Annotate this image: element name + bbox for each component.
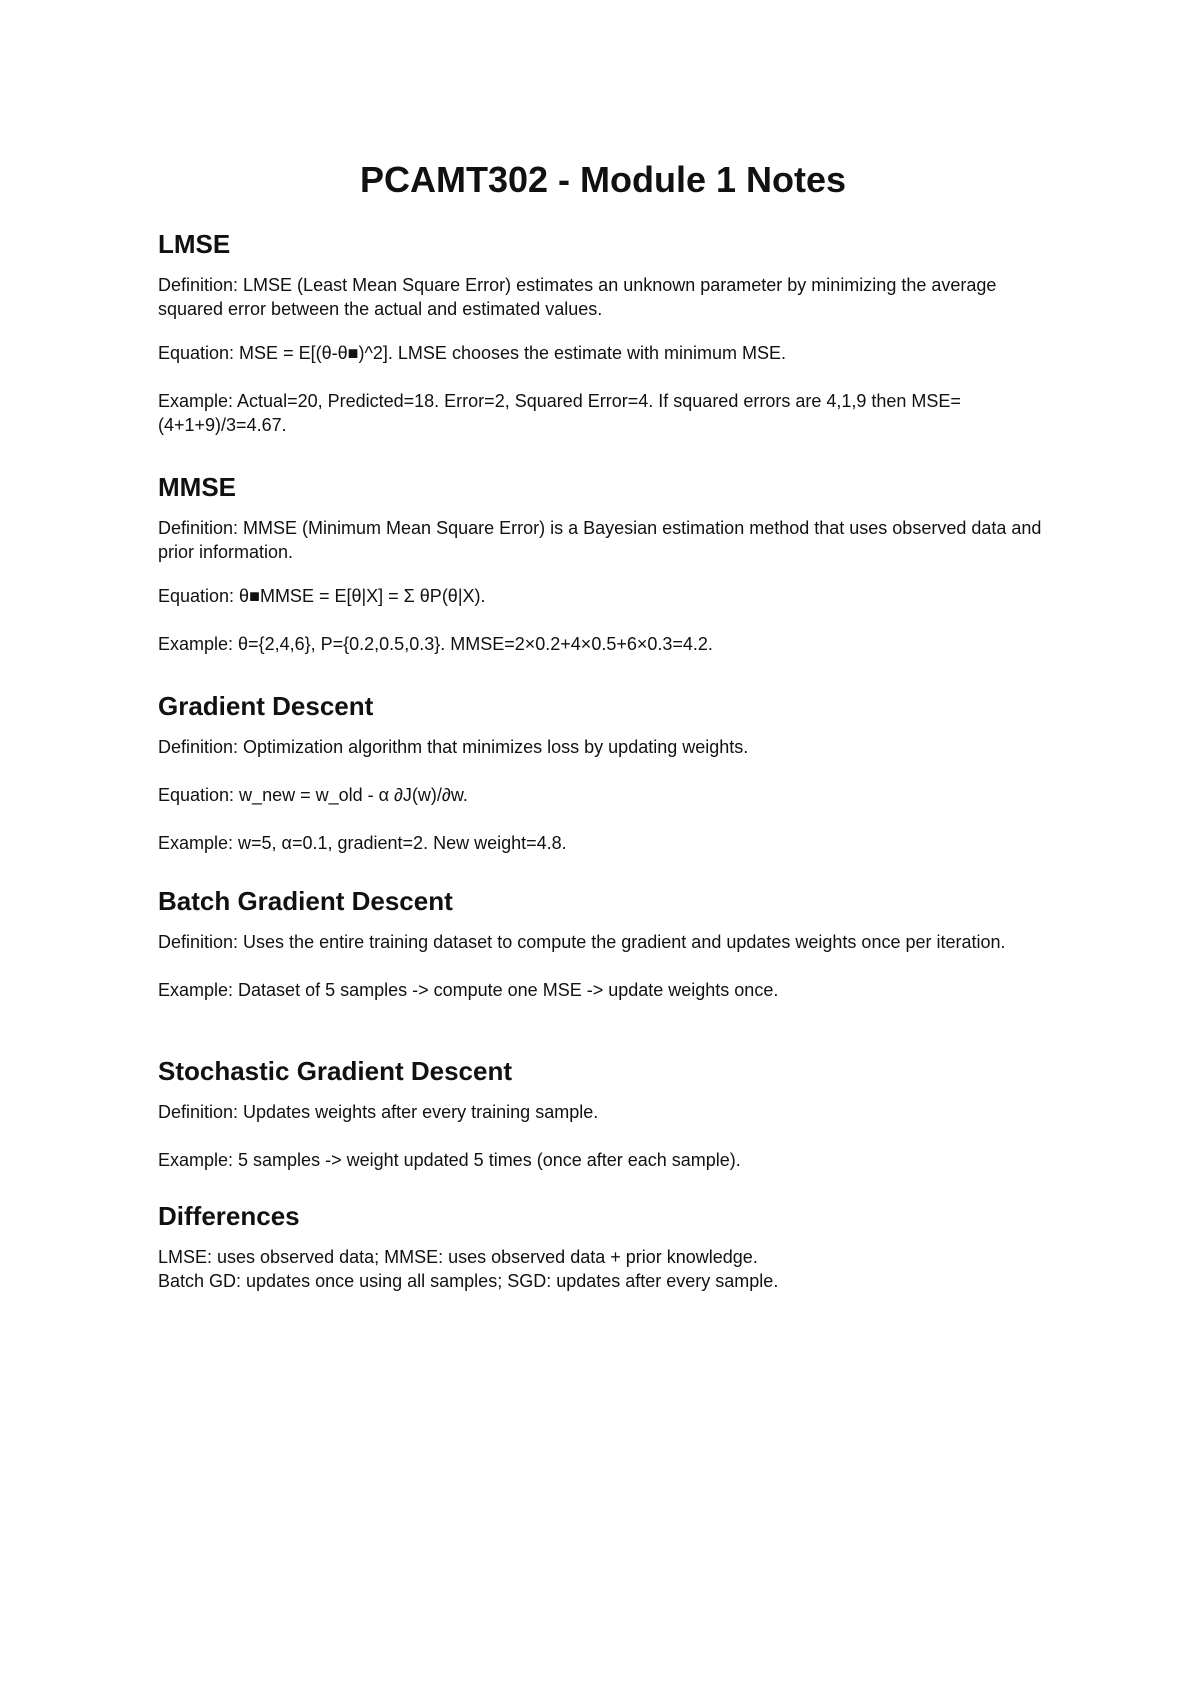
example-text: Example: Actual=20, Predicted=18. Error=2, Squared Error=4. If squared errors are 4,1,9 then MSE=(4+1+9)/3=4.67. [158,391,961,435]
equation-text: Equation: w_new = w_old - α ∂J(w)/∂w. [158,785,468,805]
section-stochastic-gradient-descent [158,1055,1048,1172]
section-batch-gradient-descent [158,885,1048,1002]
difference-line: LMSE: uses observed data; MMSE: uses observed data + prior knowledge. [158,1247,758,1267]
example-text: Example: 5 samples -> weight updated 5 times (once after each sample). [158,1150,741,1170]
definition-text: Definition: Uses the entire training dataset to compute the gradient and updates weights once per iteration. [158,932,1006,952]
section-differences [158,1200,1048,1293]
section-heading: Gradient Descent [158,691,374,721]
definition-text: Definition: Optimization algorithm that minimizes loss by updating weights. [158,737,749,757]
definition-text: Definition: MMSE (Minimum Mean Square Error) is a Bayesian estimation method that uses observed data and prior information. [158,518,1042,562]
difference-line: Batch GD: updates once using all samples; SGD: updates after every sample. [158,1271,779,1291]
section-lmse [158,228,1048,437]
section-heading: Batch Gradient Descent [158,886,453,916]
example-text: Example: Dataset of 5 samples -> compute one MSE -> update weights once. [158,980,779,1000]
section-heading: MMSE [158,472,236,502]
section-gradient-descent [158,690,1048,855]
example-text: Example: θ={2,4,6}, P={0.2,0.5,0.3}. MMSE=2×0.2+4×0.5+6×0.3=4.2. [158,634,713,654]
section-heading: Differences [158,1201,300,1231]
section-mmse [158,471,1048,656]
section-heading: Stochastic Gradient Descent [158,1056,512,1086]
section-heading: LMSE [158,229,231,259]
example-text: Example: w=5, α=0.1, gradient=2. New weight=4.8. [158,833,567,853]
definition-text: Definition: Updates weights after every training sample. [158,1102,599,1122]
equation-text: Equation: MSE = E[(θ-θ■)^2]. LMSE chooses the estimate with minimum MSE. [158,343,787,363]
definition-text: Definition: LMSE (Least Mean Square Error) estimates an unknown parameter by minimizing the average squared error between the actual and estimated values. [158,275,997,319]
equation-text: Equation: θ■MMSE = E[θ|X] = Σ θP(θ|X). [158,586,486,606]
page-title: PCAMT302 - Module 1 Notes [359,159,847,200]
